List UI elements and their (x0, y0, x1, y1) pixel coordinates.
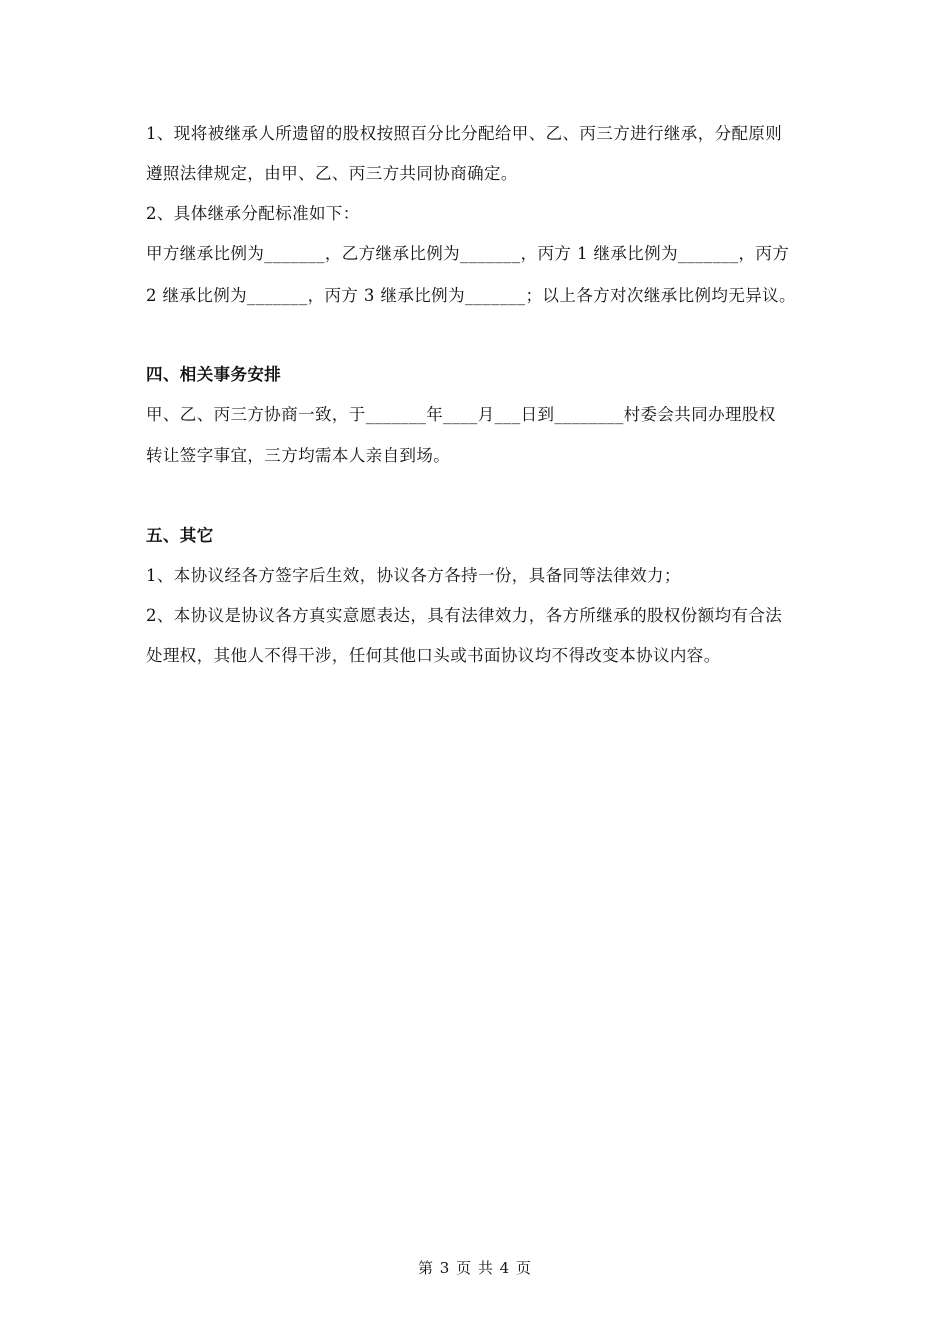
ratio-line-2: 2 继承比例为_______，丙方 3 继承比例为_______；以上各方对次继承比例均无异议。 (146, 286, 796, 305)
arrangement-line-2: 转让签字事宜，三方均需本人亲自到场。 (146, 446, 451, 465)
clause-3-1-line-2: 遵照法律规定，由甲、乙、丙三方共同协商确定。 (146, 164, 518, 183)
other-clause-2-line-1: 2、本协议是协议各方真实意愿表达，具有法律效力，各方所继承的股权份额均有合法 (146, 606, 783, 625)
page-number-footer: 第 3 页 共 4 页 (418, 1259, 532, 1277)
arrangement-line-1: 甲、乙、丙三方协商一致，于_______年____月___日到________村委会共同办理股权 (146, 405, 776, 424)
clause-3-1-line-1: 1、现将被继承人所遗留的股权按照百分比分配给甲、乙、丙三方进行继承，分配原则 (146, 124, 783, 143)
other-clause-1: 1、本协议经各方签字后生效，协议各方各持一份，具备同等法律效力； (146, 566, 681, 585)
clause-3-2: 2、具体继承分配标准如下： (146, 204, 360, 223)
other-clause-2-line-2: 处理权，其他人不得干涉，任何其他口头或书面协议均不得改变本协议内容。 (146, 646, 721, 665)
ratio-line-1: 甲方继承比例为_______，乙方继承比例为_______，丙方 1 继承比例为_______，丙方 (146, 244, 790, 263)
section-heading-5: 五、其它 (146, 526, 214, 545)
section-heading-4: 四、相关事务安排 (146, 365, 282, 384)
